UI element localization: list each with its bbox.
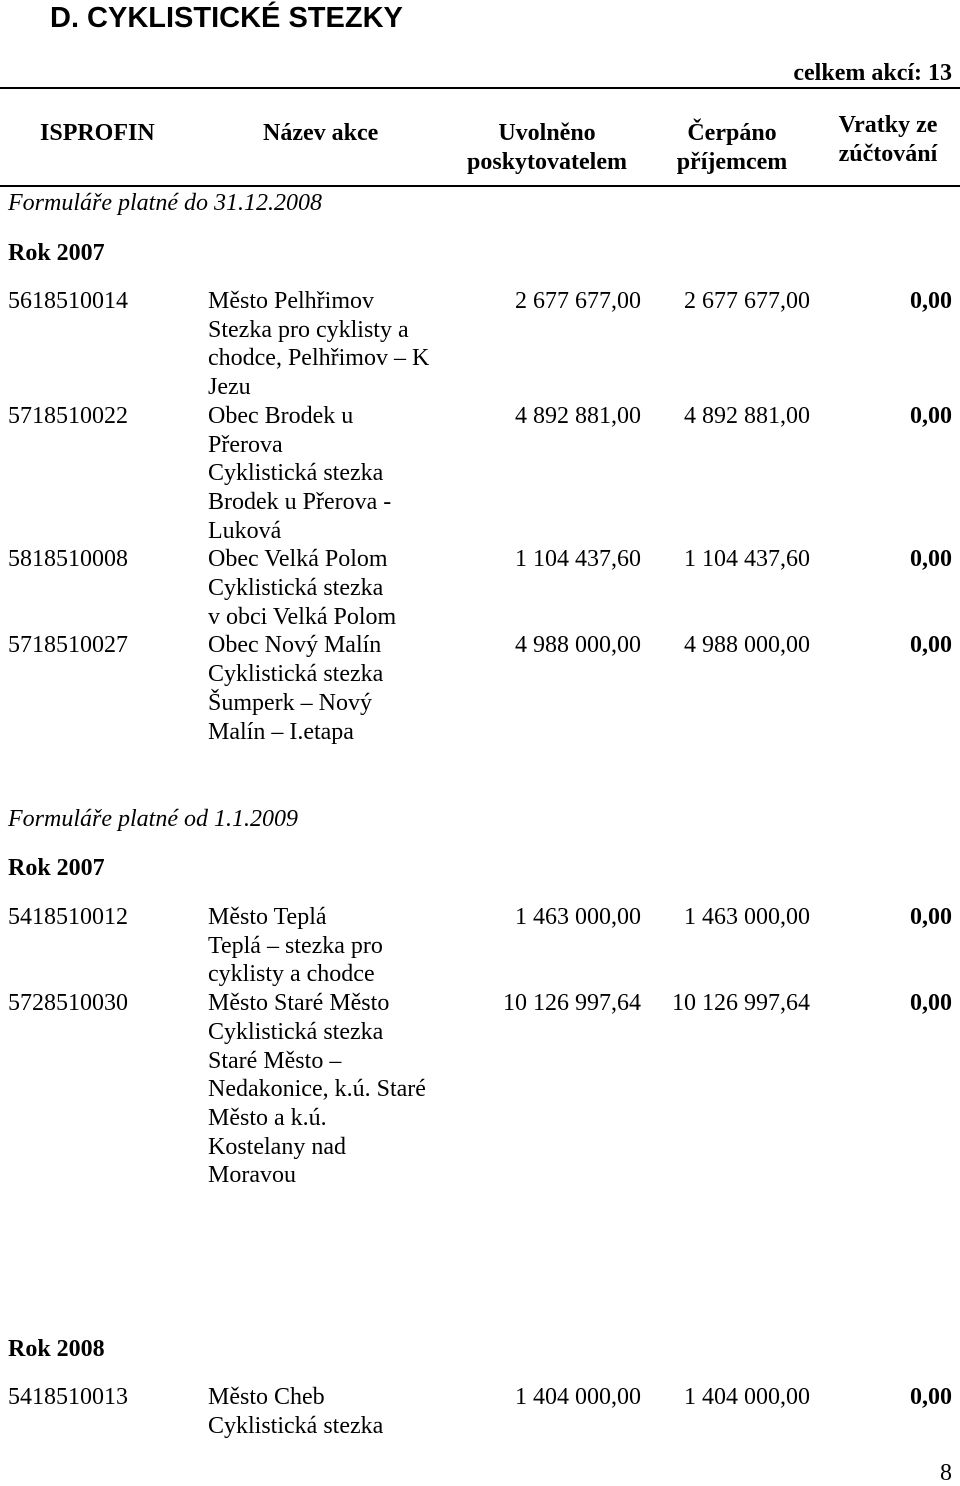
- action-name: [208, 1383, 440, 1440]
- header-refunds-line: Vratky ze: [838, 112, 938, 138]
- action-name-line: Brodek u Přerova -: [208, 488, 392, 515]
- action-name-line: Obec Velká Polom: [208, 546, 388, 573]
- page-number: 8: [940, 1460, 952, 1486]
- refund-amount: 0,00: [910, 546, 952, 573]
- drawn-amount: 1 463 000,00: [684, 904, 810, 930]
- drawn-amount: 10 126 997,64: [672, 990, 810, 1017]
- action-name-line: Kostelany nad: [208, 1133, 346, 1160]
- page-title: D. CYKLISTICKÉ STEZKY: [50, 2, 403, 34]
- isprofin-code: 5718510027: [8, 632, 128, 659]
- action-name: [208, 631, 440, 746]
- action-name-line: Teplá – stezka pro: [208, 932, 383, 959]
- drawn-amount: 1 404 000,00: [684, 1384, 810, 1410]
- action-name-line: Malín – I.etapa: [208, 718, 354, 745]
- table-row: [0, 1383, 960, 1440]
- header-released-line: poskytovatelem: [467, 148, 627, 175]
- action-name-line: Cyklistická stezka: [208, 460, 384, 487]
- released-amount: 4 988 000,00: [515, 632, 641, 659]
- drawn-amount: 4 988 000,00: [684, 632, 810, 659]
- isprofin-code: 5618510014: [8, 288, 128, 314]
- header-drawn-line: příjemcem: [676, 148, 788, 175]
- released-amount: 1 463 000,00: [515, 904, 641, 930]
- action-name-line: Jezu: [208, 374, 251, 401]
- refund-amount: 0,00: [910, 632, 952, 659]
- refund-amount: 0,00: [910, 402, 952, 429]
- isprofin-code: 5818510008: [8, 546, 128, 573]
- year-heading: Rok 2007: [8, 240, 105, 266]
- table-row: [0, 545, 960, 631]
- forms-validity-note: Formuláře platné od 1.1.2009: [8, 806, 298, 832]
- action-name-line: chodce, Pelhřimov – K: [208, 345, 430, 372]
- refund-amount: 0,00: [910, 904, 952, 930]
- action-name-line: Město Cheb: [208, 1384, 325, 1410]
- action-name: [208, 989, 440, 1190]
- released-amount: 4 892 881,00: [515, 402, 641, 429]
- released-amount: 2 677 677,00: [515, 288, 641, 314]
- header-released-line: Uvolněno: [498, 120, 596, 146]
- header-refunds: [818, 111, 958, 168]
- action-name-line: Obec Nový Malín: [208, 632, 382, 659]
- released-amount: 1 404 000,00: [515, 1384, 641, 1410]
- action-name-line: Luková: [208, 517, 282, 544]
- action-name-line: Moravou: [208, 1162, 296, 1189]
- action-name-line: Cyklistická stezka: [208, 575, 384, 602]
- released-amount: 10 126 997,64: [503, 990, 641, 1017]
- action-name-line: Město a k.ú.: [208, 1104, 327, 1131]
- drawn-amount: 2 677 677,00: [684, 288, 810, 314]
- header-action-name: Název akce: [263, 120, 379, 146]
- table-body: [0, 287, 960, 746]
- table-row: [0, 402, 960, 546]
- action-name-line: Cyklistická stezka: [208, 661, 384, 688]
- refund-amount: 0,00: [910, 1384, 952, 1410]
- isprofin-code: 5418510013: [8, 1384, 128, 1410]
- action-name-line: v obci Velká Polom: [208, 603, 397, 630]
- refund-amount: 0,00: [910, 990, 952, 1017]
- action-name-line: Přerova: [208, 431, 283, 458]
- header-isprofin: ISPROFIN: [40, 120, 155, 146]
- table-row: [0, 903, 960, 989]
- header-released: [447, 119, 647, 176]
- action-name-line: Staré Město –: [208, 1047, 342, 1074]
- header-drawn-line: Čerpáno: [687, 120, 777, 146]
- isprofin-code: 5418510012: [8, 904, 128, 930]
- action-name: [208, 903, 440, 989]
- year-heading: Rok 2007: [8, 855, 105, 881]
- header-refunds-line: zúčtování: [838, 140, 938, 167]
- table-row: [0, 631, 960, 746]
- table-body: [0, 903, 960, 1190]
- action-name-line: Cyklistická stezka: [208, 1018, 384, 1045]
- table-row: [0, 287, 960, 402]
- released-amount: 1 104 437,60: [515, 546, 641, 573]
- action-name-line: Město Staré Město: [208, 990, 390, 1017]
- isprofin-code: 5728510030: [8, 990, 128, 1017]
- header-top-rule: [0, 87, 960, 89]
- forms-validity-note: Formuláře platné do 31.12.2008: [8, 190, 322, 216]
- action-name: [208, 402, 440, 546]
- action-name-line: cyklisty a chodce: [208, 961, 375, 988]
- action-name-line: Město Teplá: [208, 904, 327, 930]
- drawn-amount: 4 892 881,00: [684, 402, 810, 429]
- action-count: celkem akcí: 13: [793, 60, 952, 86]
- header-bottom-rule: [0, 185, 960, 187]
- action-name: [208, 545, 440, 631]
- action-name-line: Cyklistická stezka: [208, 1412, 384, 1439]
- action-name-line: Město Pelhřimov: [208, 288, 374, 314]
- refund-amount: 0,00: [910, 288, 952, 314]
- table-body: [0, 1383, 960, 1440]
- year-heading: Rok 2008: [8, 1336, 105, 1362]
- action-name-line: Stezka pro cyklisty a: [208, 316, 409, 343]
- header-drawn: [647, 119, 817, 176]
- drawn-amount: 1 104 437,60: [684, 546, 810, 573]
- action-name-line: Nedakonice, k.ú. Staré: [208, 1076, 426, 1103]
- action-name: [208, 287, 440, 402]
- table-row: [0, 989, 960, 1190]
- action-name-line: Šumperk – Nový: [208, 689, 372, 716]
- action-name-line: Obec Brodek u: [208, 402, 354, 429]
- isprofin-code: 5718510022: [8, 402, 128, 429]
